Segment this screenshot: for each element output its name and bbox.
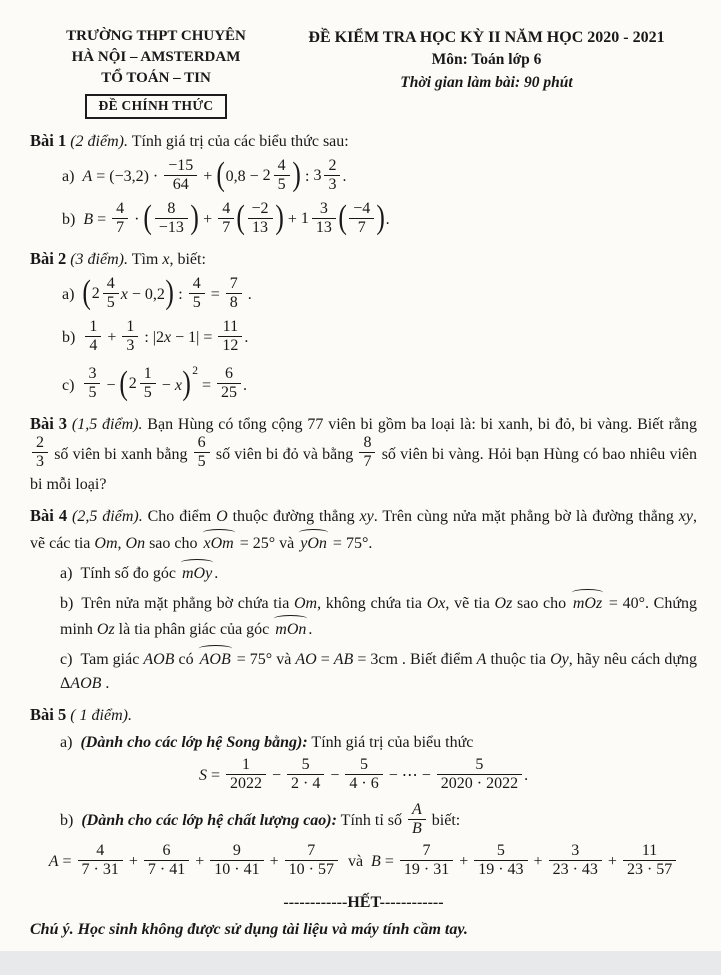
- fraction-numerator: 3: [84, 365, 100, 384]
- end-marker: ------------HẾT------------: [283, 893, 444, 911]
- problem-label: Bài 2: [30, 248, 67, 268]
- item-label: b): [60, 595, 74, 612]
- fraction-denominator: 7: [357, 218, 366, 236]
- mixed-number: [300, 199, 338, 239]
- math-expression: [128, 133, 349, 150]
- problem-3: [30, 412, 702, 496]
- mixed-number-whole: 1: [300, 209, 309, 227]
- math-text: .: [244, 328, 249, 346]
- math-text: .: [243, 285, 252, 303]
- fraction-denominator: 5: [192, 293, 201, 311]
- math-text: .: [308, 621, 313, 639]
- fraction: [472, 842, 529, 879]
- fraction: [216, 200, 236, 237]
- problem-item-lead: [30, 731, 697, 754]
- math-text: = 25° và: [235, 534, 299, 552]
- fraction: [120, 318, 140, 355]
- math-variable: AB: [333, 651, 354, 669]
- math-text: .: [385, 210, 390, 228]
- fraction: [216, 318, 244, 355]
- math-variable: A: [82, 168, 93, 186]
- math-text: sao cho: [512, 595, 571, 612]
- item-label: a): [60, 733, 73, 751]
- math-text: =: [206, 285, 224, 303]
- problem-2: [30, 247, 697, 405]
- math-variable: Oz: [96, 621, 115, 639]
- problem-4: [30, 504, 702, 694]
- exam-header: [30, 26, 697, 119]
- fraction-numerator: 2: [324, 157, 340, 176]
- fraction: [343, 756, 384, 793]
- math-text: , biết:: [169, 250, 206, 268]
- math-expression: [60, 651, 701, 691]
- fraction: [224, 275, 244, 312]
- fraction-numerator: 5: [287, 756, 324, 775]
- fraction-numerator: 2: [32, 434, 48, 453]
- math-variable: x: [120, 285, 128, 303]
- math-text: biết:: [427, 812, 461, 830]
- math-text: :: [301, 168, 314, 186]
- fraction: [208, 842, 265, 879]
- emphasis-text: (Dành cho các lớp hệ chất lượng cao):: [81, 812, 337, 830]
- fraction-numerator: 6: [144, 842, 189, 861]
- math-text: số viên bi vàng. Hỏi bạn Hùng có bao nhiêu viên bi mỗi loại?: [30, 445, 701, 494]
- exam-subject: Môn: Toán lớp 6: [431, 51, 542, 69]
- fraction-denominator: B: [412, 819, 422, 837]
- math-text: = 3cm . Biết điểm: [353, 651, 477, 669]
- math-text: +: [603, 852, 621, 870]
- angle-arc: mOy: [180, 559, 214, 585]
- math-text: Tính số đo góc: [80, 564, 180, 582]
- item-label: c): [62, 376, 75, 394]
- fraction-numerator: 11: [623, 842, 676, 861]
- math-text: , hãy nêu cách dựng Δ: [60, 651, 701, 692]
- fraction: [283, 842, 340, 879]
- fraction-denominator: 10 · 41: [214, 860, 260, 878]
- fraction: [101, 275, 121, 312]
- math-text: là tia phân giác của góc: [114, 621, 274, 639]
- problem-points: (3 điểm).: [70, 250, 128, 268]
- fraction-numerator: 3: [549, 842, 602, 861]
- problem-points: (2 điểm).: [70, 132, 128, 150]
- math-variable: AOB: [143, 651, 175, 669]
- problem-heading: [30, 703, 697, 727]
- fraction-denominator: 2020 · 2022: [440, 775, 519, 793]
- fraction-numerator: A: [408, 801, 426, 820]
- mixed-number-whole: 2: [262, 166, 271, 184]
- fraction-numerator: 11: [218, 318, 242, 337]
- fraction: [138, 365, 158, 402]
- math-text: .: [243, 376, 248, 394]
- fraction-denominator: −13: [158, 218, 184, 236]
- math-text: ,: [117, 534, 126, 552]
- fraction-denominator: 3: [328, 175, 337, 193]
- fraction-numerator: 6: [217, 365, 241, 384]
- fraction: [192, 434, 212, 471]
- fraction-numerator: 8: [155, 200, 188, 219]
- math-text: −: [326, 767, 344, 785]
- math-text: =: [316, 651, 334, 669]
- fraction-denominator: 64: [172, 175, 189, 193]
- problem-item-equation: [30, 199, 697, 239]
- math-text: . Trên cùng nửa mặt phẳng bờ là đường thẳng: [373, 508, 679, 526]
- school-name-line2: HÀ NỘI – AMSTERDAM: [71, 49, 241, 65]
- fraction: [322, 157, 342, 194]
- math-text: +: [199, 168, 217, 186]
- math-variable: Oz: [494, 595, 513, 612]
- math-text: +: [103, 328, 121, 346]
- angle-arc: yOn: [298, 529, 329, 555]
- problems: [30, 129, 702, 881]
- problem-heading: [30, 504, 701, 554]
- fraction-numerator: 7: [400, 842, 453, 861]
- fraction-denominator: 3: [126, 336, 135, 354]
- math-text: = 75° và: [232, 651, 296, 669]
- math-variable: AOB: [70, 674, 102, 692]
- fraction: [285, 756, 326, 793]
- exam-note: Chú ý. Học sinh không được sử dụng tài liệu và máy tính cầm tay.: [30, 920, 468, 938]
- fraction-numerator: 1: [122, 318, 138, 337]
- angle-arc: mOn: [273, 615, 308, 641]
- angle-arc: AOB: [198, 645, 233, 671]
- item-label: c): [60, 651, 73, 669]
- math-expression: (2 $\frac{4}{5}$ x − 0,2) : $\frac{4}{5}$ = $\frac{7}{8}$ .: [82, 286, 251, 303]
- item-label: a): [62, 168, 75, 186]
- fraction-denominator: 4 · 6: [349, 775, 379, 793]
- fraction: [246, 200, 275, 237]
- exponent: 2: [192, 364, 199, 377]
- math-variable: Ox: [426, 595, 446, 612]
- problem-points: (2,5 điểm).: [72, 508, 143, 526]
- math-variable: Oy: [550, 651, 569, 669]
- mixed-number: [313, 159, 342, 196]
- math-text: sao cho: [145, 534, 202, 552]
- math-text: +: [455, 852, 473, 870]
- fraction: [30, 434, 50, 471]
- fraction-numerator: −15: [164, 157, 197, 176]
- math-text: = (−3,2) ·: [92, 168, 163, 186]
- fraction: [347, 200, 376, 237]
- fraction: [82, 365, 102, 402]
- emphasis-text: (Dành cho các lớp hệ Song bằng):: [80, 733, 308, 751]
- math-text: .: [342, 168, 347, 186]
- problem-points: ( 1 điểm).: [70, 706, 132, 724]
- math-text: +: [265, 852, 283, 870]
- math-text: − 1| =: [171, 328, 217, 346]
- fraction-denominator: 5: [143, 384, 152, 402]
- problem-item-equation: [30, 363, 697, 405]
- problem-item-lead: [30, 800, 697, 840]
- mixed-number-whole: 2: [128, 375, 137, 393]
- fraction: [83, 318, 103, 355]
- mixed-number: [263, 159, 292, 196]
- fraction: [153, 200, 190, 237]
- fraction: [76, 842, 125, 879]
- problem-item-paragraph: [30, 645, 701, 694]
- problem-item-display-formula: [30, 758, 697, 795]
- exam-footer: [30, 891, 697, 941]
- math-text: :: [174, 285, 187, 303]
- fraction: [187, 275, 207, 312]
- fraction-numerator: 3: [312, 200, 336, 219]
- fraction-numerator: 4: [78, 842, 123, 861]
- fraction-numerator: 4: [103, 275, 119, 294]
- math-text: .: [101, 674, 110, 692]
- math-text: = 40°. Chứng minh: [60, 595, 702, 639]
- exam-title: ĐỀ KIỂM TRA HỌC KỲ II NĂM HỌC 2020 - 2021: [308, 29, 665, 46]
- math-expression: [80, 734, 473, 751]
- fraction-denominator: 13: [315, 218, 332, 236]
- fraction-denominator: 7: [222, 218, 231, 236]
- math-text: +: [191, 852, 209, 870]
- fraction-numerator: 4: [112, 200, 128, 219]
- math-text: =: [198, 376, 216, 394]
- fraction-denominator: 2 · 4: [291, 775, 321, 793]
- fraction-numerator: −4: [349, 200, 374, 219]
- math-text: − 0,2: [127, 285, 165, 303]
- problem-label: Bài 1: [30, 130, 67, 150]
- fraction-denominator: 8: [229, 293, 238, 311]
- math-variable: A: [48, 852, 59, 870]
- math-expression: [60, 595, 701, 638]
- item-label: b): [60, 812, 74, 830]
- fraction-denominator: 3: [36, 453, 44, 471]
- fraction-numerator: −2: [248, 200, 273, 219]
- math-expression: $\frac{3}{5}$ − (2 $\frac{1}{5}$ − x)2 = $\frac{6}{25}$ .: [82, 377, 247, 394]
- math-text: : |2: [140, 328, 165, 346]
- fraction-numerator: 5: [474, 842, 527, 861]
- fraction-denominator: 23 · 43: [552, 860, 598, 878]
- fraction-numerator: 6: [194, 434, 210, 453]
- math-expression: B = $\frac{4}{7}$ · ( $\frac{8}{-13}$ ) + $\frac{4}{7}$ ( $\frac{-2}{13}$ ) + 1 $\frac{3}{13}$ ( $\frac{-4}{7}$ ).: [83, 211, 389, 228]
- fraction-numerator: 1: [140, 365, 156, 384]
- mixed-number: [129, 367, 158, 404]
- fraction-denominator: 7 · 41: [147, 860, 186, 878]
- math-text: =: [93, 210, 111, 228]
- math-text: Tam giác: [80, 651, 144, 669]
- fraction-numerator: 1: [226, 756, 266, 775]
- fraction-denominator: 23 · 57: [626, 860, 673, 878]
- school-block: [30, 26, 282, 119]
- math-text: số viên bi đỏ và bằng: [211, 445, 358, 463]
- math-text: .: [214, 564, 219, 582]
- fraction: [142, 842, 191, 879]
- math-expression: [80, 565, 218, 582]
- fraction-numerator: 7: [285, 842, 338, 861]
- angle-arc: mOz: [571, 589, 604, 615]
- math-expression: [128, 251, 206, 268]
- fraction-numerator: 5: [345, 756, 382, 775]
- math-expression: [48, 841, 679, 878]
- math-text: , không chứa tia: [317, 595, 427, 612]
- fraction: [162, 157, 199, 194]
- problem-5: [30, 703, 697, 881]
- math-text: −: [157, 376, 175, 394]
- math-text: +: [124, 852, 142, 870]
- math-variable: x: [174, 376, 182, 394]
- school-name-line1: TRƯỜNG THPT CHUYÊN: [66, 28, 246, 44]
- school-dept-line: TỔ TOÁN – TIN: [101, 70, 211, 86]
- math-variable: A: [476, 651, 487, 669]
- problem-label: Bài 4: [30, 506, 68, 526]
- fraction-denominator: 7: [363, 453, 372, 471]
- fraction-numerator: 4: [218, 200, 234, 219]
- math-text: .: [524, 767, 529, 785]
- fraction-denominator: 4: [89, 336, 98, 354]
- fraction-numerator: 4: [189, 275, 205, 294]
- fraction-denominator: 5: [277, 175, 286, 193]
- math-variable: xy: [359, 508, 374, 526]
- fraction-numerator: 9: [210, 842, 263, 861]
- problem-heading: [30, 412, 702, 496]
- math-text: có: [174, 651, 198, 669]
- mixed-number-whole: 3: [313, 166, 322, 184]
- math-text: −: [102, 376, 120, 394]
- problem-item-equation: [30, 274, 697, 314]
- fraction: [398, 842, 455, 879]
- math-expression: [81, 800, 461, 837]
- fraction-denominator: 19 · 43: [478, 860, 524, 878]
- problem-heading: [30, 247, 697, 271]
- math-variable: S: [198, 767, 207, 785]
- math-text: +: [529, 852, 547, 870]
- exam-duration: Thời gian làm bài: 90 phút: [400, 73, 573, 91]
- fraction: [272, 157, 292, 194]
- fraction-denominator: 19 · 31: [403, 860, 450, 878]
- fraction: [310, 200, 338, 237]
- fraction: [110, 200, 130, 237]
- fraction: [435, 756, 524, 793]
- math-variable: On: [125, 534, 146, 552]
- problem-item-paragraph: [30, 559, 697, 585]
- math-text: Tính giá trị của các biểu thức sau:: [127, 132, 349, 150]
- math-expression: [198, 756, 529, 793]
- problem-points: (1,5 điểm).: [71, 416, 143, 434]
- math-text: Tính tỉ số: [336, 812, 407, 830]
- mixed-number-whole: 2: [91, 284, 100, 302]
- math-variable: x: [162, 250, 170, 268]
- fraction-denominator: 7: [116, 218, 125, 236]
- fraction-numerator: 4: [274, 157, 290, 176]
- math-text: +: [199, 210, 217, 228]
- fraction-denominator: 5: [88, 384, 97, 402]
- fraction-denominator: 5: [106, 293, 115, 311]
- math-variable: Om: [293, 595, 318, 612]
- math-variable: x: [164, 328, 172, 346]
- math-text: =: [380, 852, 398, 870]
- problem-item-equation: [30, 156, 697, 196]
- problem-item-equation: [30, 317, 697, 357]
- fraction-numerator: 8: [359, 434, 375, 453]
- math-text: , vẽ các tia: [30, 508, 701, 552]
- math-text: ·: [130, 210, 144, 228]
- fraction: [215, 365, 243, 402]
- math-text: Tìm: [127, 250, 163, 268]
- problem-heading: [30, 129, 697, 153]
- math-expression: A = (−3,2) · $\frac{-15}{64}$ + (0,8 − 2 $\frac{4}{5}$ ) : 3 $\frac{2}{3}$ .: [82, 168, 346, 185]
- math-text: và: [339, 852, 372, 870]
- fraction-denominator: 7 · 31: [81, 860, 119, 878]
- math-text: −: [267, 767, 285, 785]
- math-expression: [83, 317, 249, 354]
- fraction: [547, 842, 604, 879]
- math-variable: B: [371, 852, 381, 870]
- item-label: b): [62, 210, 76, 228]
- fraction: [406, 801, 428, 838]
- official-exam-stamp: ĐỀ CHÍNH THỨC: [85, 94, 228, 119]
- math-variable: O: [216, 508, 228, 526]
- problem-item-paragraph: [30, 589, 702, 641]
- math-text: số viên bi xanh bằng: [50, 445, 192, 463]
- math-variable: AO: [295, 651, 317, 669]
- math-text: 0,8 −: [225, 168, 263, 186]
- fraction-numerator: 7: [226, 275, 242, 294]
- fraction-denominator: 10 · 57: [288, 860, 334, 878]
- fraction-denominator: 25: [221, 384, 238, 402]
- problem-1: [30, 129, 697, 239]
- fraction-denominator: 5: [197, 453, 206, 471]
- math-text: thuộc đường thẳng: [227, 508, 360, 526]
- item-label: a): [60, 564, 73, 582]
- exam-title-block: [282, 26, 697, 94]
- math-text: Bạn Hùng có tổng cộng 77 viên bi gồm ba loại là: bi xanh, bi đỏ, bi vàng. Biết rằng: [142, 416, 702, 434]
- math-text: Cho điểm: [142, 508, 217, 526]
- fraction-numerator: 5: [437, 756, 522, 775]
- mixed-number: [91, 274, 121, 314]
- math-text: , vẽ tia: [445, 595, 495, 612]
- fraction-denominator: 13: [252, 218, 269, 236]
- math-text: Trên nửa mặt phẳng bờ chứa tia: [81, 595, 294, 612]
- item-label: a): [62, 285, 75, 303]
- math-text: Tính giá trị của biểu thức: [307, 733, 474, 751]
- fraction-numerator: 1: [85, 318, 101, 337]
- math-variable: xy: [678, 508, 693, 526]
- problem-item-display-formula: [30, 841, 697, 881]
- math-text: =: [206, 767, 224, 785]
- item-label: b): [62, 328, 76, 346]
- math-text: +: [283, 210, 301, 228]
- fraction: [621, 842, 678, 879]
- math-text: thuộc tia: [486, 651, 551, 669]
- problem-label: Bài 3: [30, 414, 68, 434]
- math-text: = 75°.: [328, 534, 373, 552]
- math-variable: B: [83, 210, 94, 228]
- math-text: − ⋯ −: [384, 767, 435, 785]
- fraction: [224, 756, 268, 793]
- problem-label: Bài 5: [30, 704, 67, 724]
- angle-arc: xOm: [202, 529, 236, 555]
- scan-edge: [0, 951, 721, 975]
- math-variable: Om: [94, 534, 118, 552]
- math-text: =: [58, 852, 76, 870]
- fraction: [357, 434, 377, 471]
- fraction-denominator: 2022: [229, 775, 262, 793]
- fraction-denominator: 12: [222, 336, 239, 354]
